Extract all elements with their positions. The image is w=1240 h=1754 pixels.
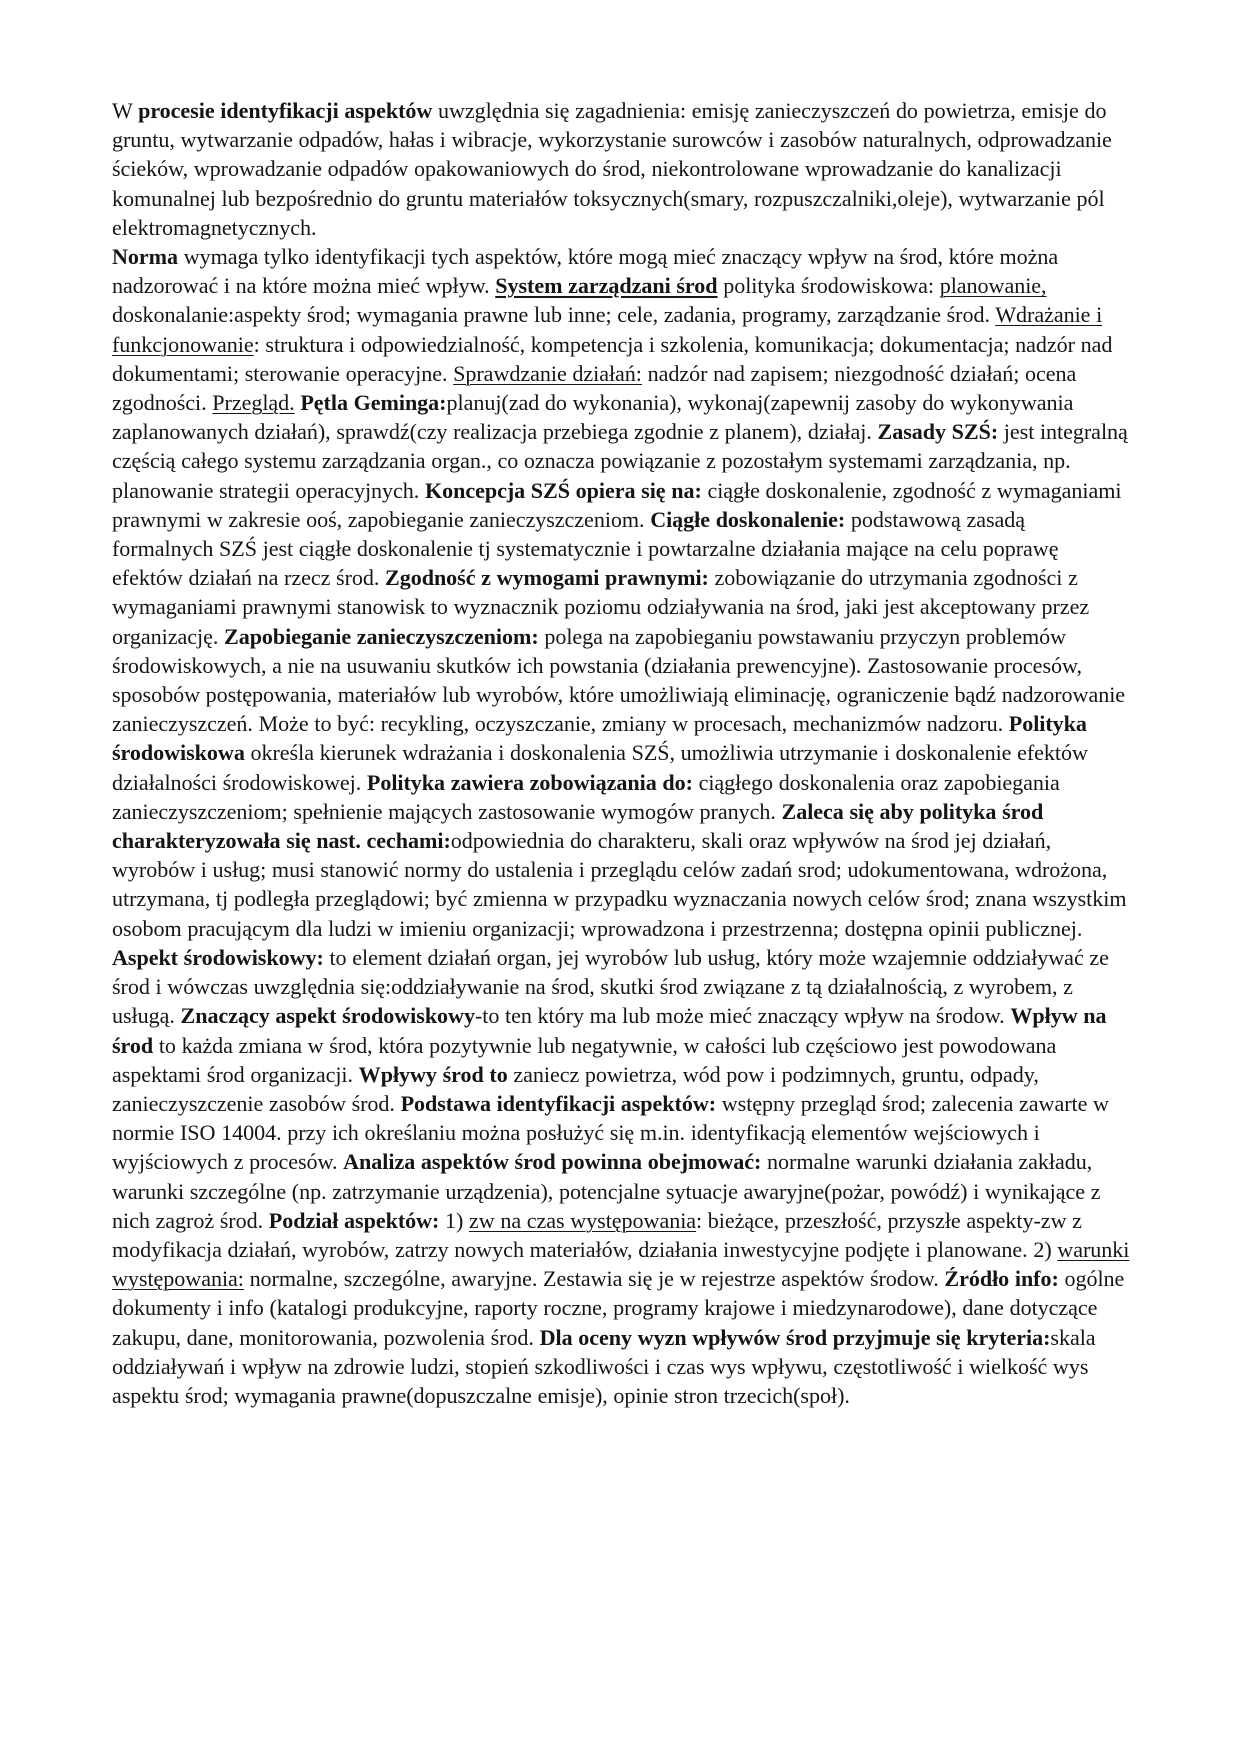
text-run: ciągłe doskonalenie, zgodność z wymaganiami prawnymi w zakresie ooś, zapobieganie zanieczyszczeniom. [112, 477, 1122, 532]
text-run-bold: Wpływ na środ [112, 1003, 1107, 1058]
text-run-bold: Ciągłe doskonalenie: [650, 506, 846, 532]
text-run: normalne, szczególne, awaryjne. Zestawia się je w rejestrze aspektów środow. [243, 1266, 945, 1292]
text-run-bold: Koncepcja SZŚ opiera się na: [424, 477, 702, 503]
text-run: zobowiązanie do utrzymania zgodności z wymaganiami prawnymi stanowisk to wyznacznik poziomu odziaływania na środ, jaki jest akceptowany przez organizację. [112, 565, 1090, 649]
text-run-bold: Norma [112, 244, 179, 270]
paragraph [112, 242, 1132, 1410]
text-run: jest integralną częścią całego systemu zarządzania organ., co oznacza powiązanie z pozostałym systemami zarządzania, np. planowanie strategii operacyjnych. [112, 419, 1128, 503]
text-run-bold: procesie identyfikacji aspektów [138, 98, 433, 123]
text-run: skala oddziaływań i wpływ na zdrowie ludzi, stopień szkodliwości i czas wys wpływu, częstotliwość i wielkość wys aspektu środ; wymagania prawne(dopuszczalne emisje), opinie stron trzecich(społ). [112, 1324, 1096, 1408]
text-run-bold: Zgodność z wymogami prawnymi: [385, 565, 709, 591]
text-run: zaniecz powietrza, wód pow i podzimnych, gruntu, odpady, zanieczyszczenie zasobów środ. [112, 1061, 1039, 1116]
text-run-underline: Wdrażanie i funkcjonowanie [112, 302, 1103, 357]
paragraph [112, 96, 1132, 242]
text-run: -to ten który ma lub może mieć znaczący wpływ na środow. [474, 1003, 1011, 1029]
text-run-bold: Zaleca się aby polityka środ charakteryzowała się nast. cechami: [112, 798, 1044, 854]
text-run-bold: Polityka zawiera zobowiązania do: [366, 769, 693, 795]
text-run-bold: Dla oceny wyzn wpływów środ przyjmuje się kryteria: [539, 1324, 1051, 1350]
text-run-bold: Źródło info: [944, 1266, 1059, 1292]
text-run-bold: Podział aspektów: [268, 1207, 440, 1233]
text-run-underline: planowanie, [939, 273, 1047, 299]
text-run-bold: Pętla Geminga: [300, 390, 447, 416]
text-run-bold: Znaczący aspekt środowiskowy [180, 1003, 475, 1029]
text-run-bold: Polityka środowiskowa [112, 711, 1087, 766]
text-run: doskonalanie:aspekty środ; wymagania prawne lub inne; cele, zadania, programy, zarządzanie środ. [112, 302, 996, 328]
text-run: polityka środowiskowa: [717, 273, 940, 299]
text-run: odpowiednia do charakteru, skali oraz wpływów na środ jej działań, wyrobów i usług; musi stanowić normy do ustalenia i przeglądu celów zadań srod; udokumentowana, wdrożona, utrzymana, tj podległa przeglądowi; być zmienna w przypadku wyznaczania nowych celów środ; znana wszystkim osobom pracującym dla ludzi w imieniu organizacji; wprowadzona i przestrzenna; dostępna opinii publicznej. [112, 828, 1127, 941]
text-run-underline: Sprawdzanie działań: [453, 360, 642, 386]
text-run-bold: Aspekt środowiskowy: [112, 944, 324, 970]
text-run: ciągłego doskonalenia oraz zapobiegania zanieczyszczeniom; spełnienie mających zastosowanie wymogów pranych. [112, 769, 1060, 824]
text-run: uwzględnia się zagadnienia: emisję zanieczyszczeń do powietrza, emisje do gruntu, wytwarzanie odpadów, hałas i wibracje, wykorzystanie surowców i zasobów naturalnych, odprowadzanie ścieków, wprowadzanie odpadów opakowaniowych do środ, niekontrolowane wprowadzanie do kanalizacji komunalnej lub bezpośrednio do gruntu materiałów toksycznych(smary, rozpuszczalniki,oleje), wytwarzanie pól elektromagnetycznych. [112, 98, 1112, 240]
text-run: określa kierunek wdrażania i doskonalenia SZŚ, umożliwia utrzymanie i doskonalenie efektów działalności środowiskowej. [112, 740, 1088, 795]
text-run-bold: Podstawa identyfikacji aspektów: [400, 1090, 717, 1116]
text-run-bold: Wpływy środ to [358, 1061, 508, 1087]
text-run: ogólne dokumenty i info (katalogi produkcyjne, raporty roczne, programy krajowe i miedzynarodowe), dane dotyczące zakupu, dane, monitorowania, pozwolenia środ. [112, 1266, 1125, 1350]
text-run-bold: Zasady SZŚ: [877, 419, 999, 445]
text-run: 1) [439, 1207, 469, 1233]
text-run: wymaga tylko identyfikacji tych aspektów, które mogą mieć znaczący wpływ na środ, które można nadzorować i na które można mieć wpływ. [112, 244, 1059, 299]
text-run: normalne warunki działania zakładu, warunki szczególne (np. zatrzymanie urządzenia), potencjalne sytuacje awaryjne(pożar, powódź) i wynikające z nich zagroż środ. [112, 1149, 1101, 1233]
text-run: : struktura i odpowiedzialność, kompetencja i szkolenia, komunikacja; dokumentacja; nadzór nad dokumentami; sterowanie operacyjne. [112, 331, 1113, 386]
text-run-bold: Zapobieganie zanieczyszczeniom: [224, 623, 539, 649]
text-run: to każda zmiana w środ, która pozytywnie lub negatywnie, w całości lub częściowo jest powodowana aspektami środ organizacji. [112, 1032, 1057, 1087]
text-run: : bieżące, przeszłość, przyszłe aspekty-zw z modyfikacja działań, wyrobów, zatrzy nowych materiałów, działania inwestycyjne podjęte i planowane. 2) [112, 1207, 1082, 1262]
text-run-bold-underline: System zarządzani środ [495, 273, 718, 299]
text-run-underline: warunki występowania: [112, 1236, 1130, 1292]
text-run-underline: zw na czas występowania [469, 1207, 697, 1233]
text-run-bold: Analiza aspektów środ powinna obejmować: [343, 1149, 762, 1175]
text-run: nadzór nad zapisem; niezgodność działań; ocena zgodności. [112, 360, 1077, 416]
text-run: polega na zapobieganiu powstawaniu przyczyn problemów środowiskowych, a nie na usuwaniu skutków ich powstania (działania prewencyjne). Zastosowanie procesów, sposobów postępowania, materiałów lub wyrobów, które umożliwiają eliminację, ograniczenie bądź nadzorowanie zanieczyszczeń. Może to być: recykling, oczyszczanie, zmiany w procesach, mechanizmów nadzoru. [112, 623, 1126, 737]
text-run: planuj(zad do wykonania), wykonaj(zapewnij zasoby do wykonywania zaplanowanych działań), sprawdź(czy realizacja przebiega zgodnie z planem), działaj. [112, 390, 1074, 445]
text-run: to element działań organ, jej wyrobów lub usług, który może wzajemnie oddziaływać ze środ i wówczas uwzględnia się:oddziaływanie na środ, skutki środ związane z tą działalnością, z wyrobem, z usługą. [112, 944, 1109, 1029]
text-run: W [112, 98, 139, 123]
text-run: wstępny przegląd środ; zalecenia zawarte w normie ISO 14004. przy ich określaniu można posłużyć się m.in. identyfikacją elementów wejściowych i wyjściowych z procesów. [112, 1090, 1109, 1175]
document-text-body [112, 96, 1132, 1410]
text-run-underline: Przegląd. [212, 390, 295, 416]
text-run: podstawową zasadą formalnych SZŚ jest ciągłe doskonalenie tj systematycznie i powtarzalne działania mające na celu poprawę efektów działań na rzecz środ. [112, 506, 1059, 591]
